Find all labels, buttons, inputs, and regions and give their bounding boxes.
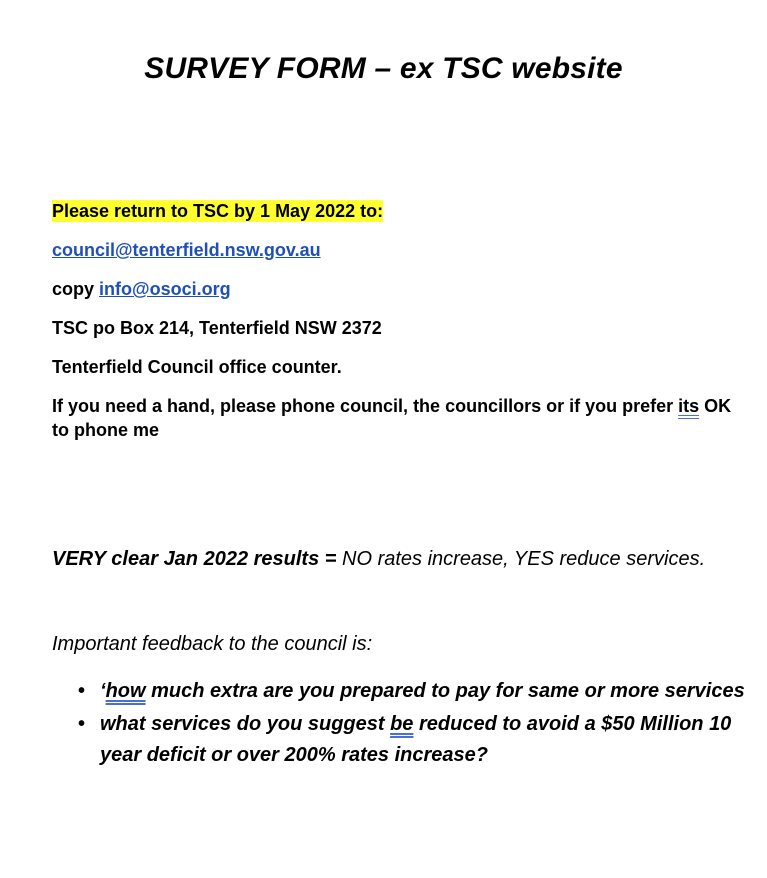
help-paragraph: [52, 394, 742, 442]
copy-email-line: [52, 277, 231, 301]
office-counter: Tenterfield Council office counter.: [52, 357, 342, 377]
results-rest: NO rates increase, YES reduce services.: [336, 548, 706, 570]
council-email-link[interactable]: council@tenterfield.nsw.gov.au: [52, 240, 321, 260]
bullet-icon: •: [78, 680, 86, 702]
question-post: much extra are you prepared to pay for same or more services: [145, 680, 745, 702]
copy-label: copy: [52, 279, 95, 299]
question-underlined: how: [105, 680, 146, 702]
question-item: [52, 676, 752, 707]
page-title: SURVEY FORM – ex TSC website: [144, 52, 623, 85]
po-box-address: TSC po Box 214, Tenterfield NSW 2372: [52, 318, 382, 338]
return-notice: [52, 199, 383, 223]
help-text-end: OK to phone me: [52, 396, 732, 440]
copy-email-link[interactable]: info@osoci.org: [99, 279, 231, 299]
question-list: [52, 676, 752, 773]
results-statement: [52, 548, 705, 571]
question-item: [52, 709, 752, 771]
question-underlined: be: [390, 713, 414, 735]
feedback-intro: Important feedback to the council is:: [52, 633, 373, 655]
question-pre: what services do you suggest: [100, 713, 391, 735]
help-text-start: If you need a hand, please phone council, the councillors or if you prefer: [52, 396, 679, 416]
return-notice-text: Please return to TSC by 1 May 2022 to:: [52, 201, 384, 221]
council-email-line: [52, 238, 321, 262]
help-text-its: its: [678, 396, 700, 416]
bullet-icon: •: [78, 713, 86, 735]
question-post: reduced to avoid a $50 Million 10 year deficit or over 200% rates increase?: [100, 713, 732, 766]
results-bold: VERY clear Jan 2022 results =: [52, 548, 337, 570]
question-pre: ‘: [100, 680, 106, 702]
